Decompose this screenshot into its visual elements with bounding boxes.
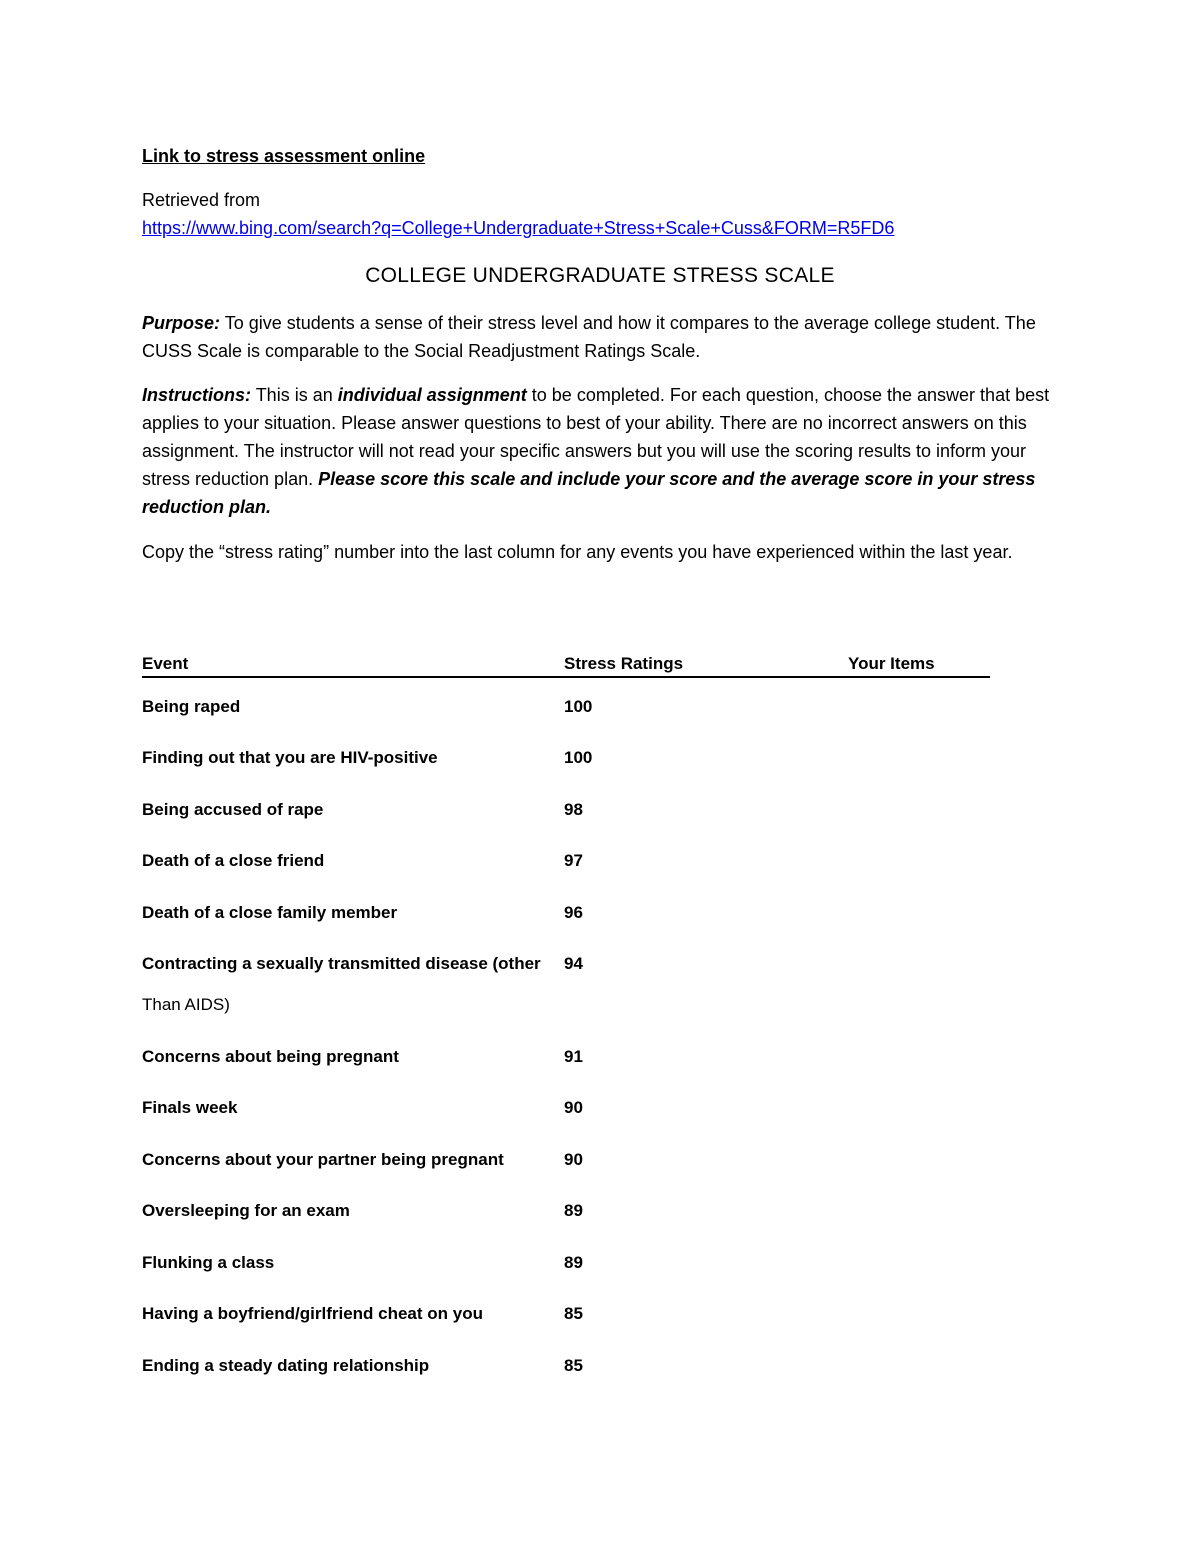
row-event-continuation: Than AIDS) xyxy=(142,995,230,1014)
row-event: Ending a steady dating relationship xyxy=(142,1356,430,1375)
row-your-item-cell[interactable] xyxy=(848,841,988,881)
row-your-item-cell[interactable] xyxy=(848,944,988,984)
row-your-item-cell[interactable] xyxy=(848,893,988,933)
row-rating: 100 xyxy=(564,697,593,716)
row-event: Finals week xyxy=(142,1098,238,1117)
row-rating: 90 xyxy=(564,1150,583,1169)
purpose-label: Purpose: xyxy=(142,313,221,333)
retrieved-label: Retrieved from xyxy=(142,190,261,210)
row-your-item-cell[interactable] xyxy=(848,790,988,830)
header-event: Event xyxy=(142,654,189,673)
row-rating: 94 xyxy=(564,954,583,973)
row-rating: 98 xyxy=(564,800,583,819)
instructions-text-1: This is an xyxy=(251,385,338,405)
instructions-emphasis: individual assignment xyxy=(337,385,527,405)
row-event: Having a boyfriend/girlfriend cheat on you xyxy=(142,1304,483,1323)
row-rating: 85 xyxy=(564,1356,583,1375)
row-rating: 90 xyxy=(564,1098,583,1117)
row-event: Being raped xyxy=(142,697,241,716)
row-your-item-cell[interactable] xyxy=(848,738,988,778)
row-event: Death of a close friend xyxy=(142,851,325,870)
row-event: Being accused of rape xyxy=(142,800,324,819)
row-your-item-cell[interactable] xyxy=(848,1294,988,1334)
row-rating: 96 xyxy=(564,903,583,922)
header-stress-ratings: Stress Ratings xyxy=(564,654,684,673)
row-rating: 89 xyxy=(564,1201,583,1220)
row-your-item-cell[interactable] xyxy=(848,1140,988,1180)
row-event: Flunking a class xyxy=(142,1253,275,1272)
row-event: Finding out that you are HIV-positive xyxy=(142,748,438,767)
row-event: Oversleeping for an exam xyxy=(142,1201,350,1220)
row-rating: 97 xyxy=(564,851,583,870)
document-title: COLLEGE UNDERGRADUATE STRESS SCALE xyxy=(365,264,835,287)
table-header xyxy=(142,652,990,678)
instructions-text-2: to be completed. For each question, choose the answer that best applies to your situation. Please answer questions to best of your ability. There are no incorrect answers on this assignment. The instructor will not read your specific answers but you will use the scoring results to inform your stress reduction plan. xyxy=(142,385,1050,489)
row-your-item-cell[interactable] xyxy=(848,1037,988,1077)
row-your-item-cell[interactable] xyxy=(848,1191,988,1231)
row-event: Contracting a sexually transmitted disease (other xyxy=(142,954,541,973)
row-rating: 85 xyxy=(564,1304,583,1323)
source-url-link[interactable]: https://www.bing.com/search?q=College+Undergraduate+Stress+Scale+Cuss&FORM=R5FD6 xyxy=(142,218,895,238)
purpose-text: To give students a sense of their stress level and how it compares to the average college student. The CUSS Scale is comparable to the Social Readjustment Ratings Scale. xyxy=(142,313,1036,361)
row-rating: 89 xyxy=(564,1253,583,1272)
stress-table xyxy=(142,652,990,1375)
header-your-items: Your Items xyxy=(848,654,935,673)
row-event: Death of a close family member xyxy=(142,903,398,922)
instructions-label: Instructions: xyxy=(142,385,252,405)
row-rating: 91 xyxy=(564,1047,583,1066)
instructions-closing: Please score this scale and include your score and the average score in your stress reduction plan. xyxy=(142,469,1036,517)
purpose-paragraph xyxy=(142,309,1062,365)
instructions-paragraph xyxy=(142,381,1062,521)
row-your-item-cell[interactable] xyxy=(848,687,988,727)
row-event: Concerns about being pregnant xyxy=(142,1047,399,1066)
copy-note: Copy the “stress rating” number into the last column for any events you have experienced within the last year. xyxy=(142,542,1013,562)
row-your-item-cell[interactable] xyxy=(848,1088,988,1128)
row-your-item-cell[interactable] xyxy=(848,1243,988,1283)
row-your-item-cell[interactable] xyxy=(848,1346,988,1386)
link-heading: Link to stress assessment online xyxy=(142,146,426,166)
row-rating: 100 xyxy=(564,748,593,767)
row-event: Concerns about your partner being pregnant xyxy=(142,1150,504,1169)
